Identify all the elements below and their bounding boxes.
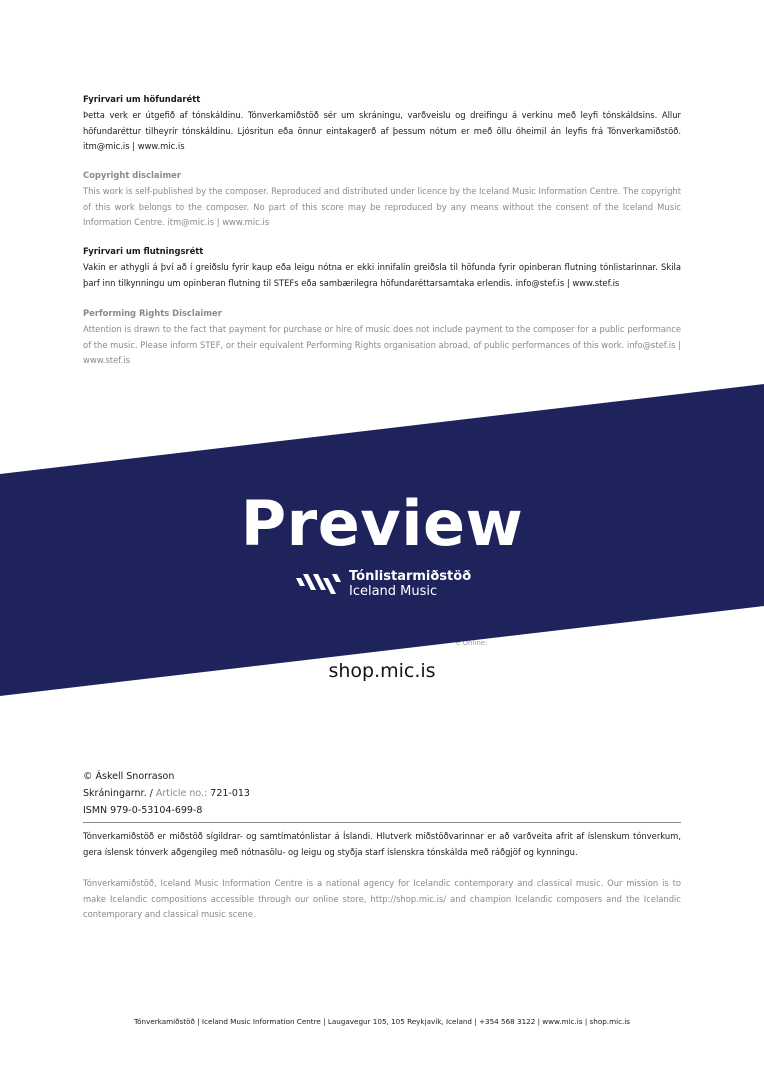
iceland-music-logo-icon [294, 572, 342, 596]
divider [83, 822, 681, 823]
about-is [83, 829, 681, 860]
preview-watermark: Preview [240, 487, 524, 560]
performing-rights-disclaimer-is [83, 245, 681, 291]
page-footer: Tónverkamiðstöð | Iceland Music Information Centre | Laugavegur 105, 105 Reykjavík, Iceland | +354 568 3122 | www.mic.is | shop.mic.is [133, 1017, 631, 1026]
disclaimer-heading: Performing Rights Disclaimer [83, 308, 222, 318]
registration-label: Skráningarnr. / [83, 788, 153, 799]
performing-rights-disclaimer-en [83, 307, 681, 369]
ismn-number: ISMN 979-0-53104-699-8 [83, 805, 203, 816]
disclaimer-heading: Fyrirvari um flutningsrétt [83, 246, 204, 256]
about-text-en: Tónverkamiðstöð, Iceland Music Information Centre is a national agency for Icelandic contemporary and classical music. Our mission is to make Icelandic compositions accessible through our online store, http://shop.mic.is/ and champion Icelandic composers and the Icelandic contemporary and classical music scene. [83, 878, 681, 919]
about-text-is: Tónverkamiðstöð er miðstöð sígildrar- og samtímatónlistar á Íslandi. Hlutverk miðstöðvarinnar er að varðveita afrit af íslenskum tónverkum, gera íslensk tónverk aðgengileg með nótnasölu- og leigu og styðja starf íslenskra tónskálda með ráðgjöf og kynningu. [83, 831, 681, 857]
hidden-store-text: e Online: [456, 639, 488, 647]
shop-link[interactable]: shop.mic.is [328, 660, 436, 682]
logo-name-is: Tónlistarmiðstöð [349, 569, 472, 584]
copyright-disclaimer-is [83, 93, 681, 155]
disclaimer-text: Attention is drawn to the fact that payment for purchase or hire of music does not include payment to the composer for a public performance of the music. Please inform STEF, or their equivalent Performing Rights organisation abroad, of public performances of this work. info@stef.is | www.stef.is [83, 324, 681, 365]
copyright-disclaimer-en [83, 169, 681, 231]
score-info [83, 768, 250, 819]
logo-name-en: Iceland Music [349, 584, 438, 599]
disclaimer-text: Vakin er athygli á því að í greiðslu fyrir kaup eða leigu nótna er ekki innifalin greiðsla til höfunda fyrir opinberan flutning tónlistarinnar. Skila þarf inn tilkynningu um opinberan flutning til STEFs eða sambærilegra höfundaréttarsamtaka erlendis. info@stef.is | www.stef.is [83, 262, 681, 288]
article-number-line [83, 785, 250, 802]
disclaimer-heading: Fyrirvari um höfundarétt [83, 94, 201, 104]
disclaimer-text: Þetta verk er útgefið af tónskáldinu. Tónverkamiðstöð sér um skráningu, varðveislu og dreifingu á verkinu með leyfi tónskáldsins. Allur höfundaréttur tilheyrir tónskáldinu. Ljósritun eða önnur eintakagerð af þessum nótum er með öllu óheimil án leyfis frá Tónverkamiðstöð. itm@mic.is | www.mic.is [83, 110, 681, 151]
composer-credit: © Áskell Snorrason [83, 771, 175, 782]
disclaimer-text: This work is self-published by the composer. Reproduced and distributed under licence by the Iceland Music Information Centre. The copyright of this work belongs to the composer. No part of this score may be reproduced by any means without the consent of the Iceland Music Information Centre. itm@mic.is | www.mic.is [83, 186, 681, 227]
disclaimer-heading: Copyright disclaimer [83, 170, 181, 180]
article-label: Article no.: [155, 788, 208, 799]
about-en [83, 876, 681, 923]
article-number: 721-013 [210, 788, 250, 799]
